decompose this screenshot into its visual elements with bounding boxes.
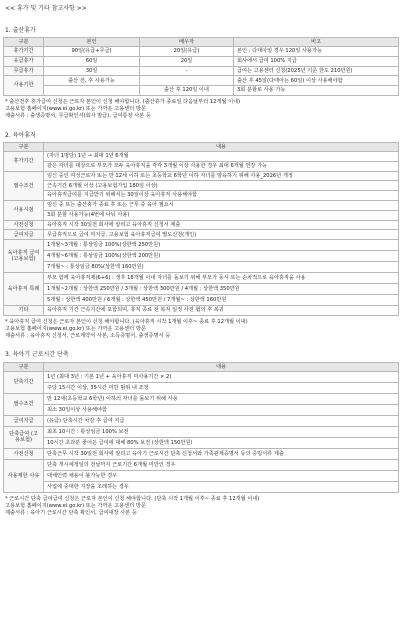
table-cell: 단축 개시예정일의 전날까지 근로기간 6개월 미만인 경우	[44, 459, 399, 470]
row-label: 단축급여 (고용보험)	[4, 426, 44, 448]
table-row	[4, 295, 399, 306]
table-cell: 육아휴직 시작 30일전 회사에 알리고 육아휴직 신청서 제출	[44, 220, 399, 230]
row-label: 사용기한	[4, 76, 44, 96]
row-label: 사전신청	[4, 220, 44, 230]
table-row	[4, 437, 399, 448]
table-row	[4, 426, 399, 437]
table-row	[4, 481, 399, 492]
table-cell: 출산 후 120일 이내	[140, 86, 234, 96]
section-title: 2. 육아휴직	[5, 131, 36, 139]
table-row	[4, 284, 399, 295]
note-line: 고용보험 홈페이지(www.ei.go.kr) 또는 가까운 고용센터 방문	[5, 326, 146, 333]
table-row	[4, 66, 399, 76]
table-cell: 3회 분할로 사용 가능	[234, 86, 399, 96]
row-label: 육아휴직 급여 (고용보험)	[4, 240, 44, 273]
row-label: 필수조건	[4, 393, 44, 415]
table-row	[4, 306, 399, 316]
note-line: 고용보험 홈페이지(www.ei.go.kr) 또는 가까운 고용센터 방문	[5, 106, 146, 113]
header-cell: 구분	[4, 143, 44, 152]
table-row	[4, 161, 399, 171]
table-cell: 임신 중인 여성근로자 또는 만 12세 이하 또는 초등학교 6학년 이하 자녀를 양육하기 위해 사용_2026년 개정	[44, 171, 399, 181]
table-row	[4, 371, 399, 382]
table-row	[4, 76, 399, 86]
table-cell: 최소 30일이상 사용해야함	[44, 404, 399, 415]
table-cell: 출산 후 45일(다태아는 60일) 이상 사용해야함	[234, 76, 399, 86]
table-row	[4, 56, 399, 66]
table-cell: 1년 (최대 3년 : 기본 1년 + 육아휴직 미사용기간 × 2)	[44, 371, 399, 382]
section-title: 1. 출산휴가	[5, 26, 36, 34]
table-cell: 같은 자녀를 대상으로 부모가 모두 육아휴직을 각각 3개월 이상 사용한 경우 최대 6개월 연장 가능	[44, 161, 399, 171]
table-cell: 육아휴직급여를 지급받기 위해서는 30일이상 육아휴직 사용해야함	[44, 191, 399, 201]
table-cell: 30일	[44, 66, 140, 76]
row-label: 단축기간	[4, 371, 44, 393]
table-row	[4, 230, 399, 240]
table-cell: 10시간 초과분 줄어든 급여에 대해 80% 보전 (상한액 150만원)	[44, 437, 399, 448]
table-row	[4, 382, 399, 393]
table-cell: 4개월~6개월 : 통상임금 100%(상한액 200만원)	[44, 251, 399, 262]
note-line: * 육아휴직 급여 신청은 근로자 본인이 신청 해야합니다. (육아휴직 시작 1개월 이후~ 종료 후 12개월 이내)	[5, 318, 248, 325]
page-title: << 휴가 및 기타 참고사항 >>	[5, 5, 87, 12]
table-row	[4, 262, 399, 273]
note-line: 제출서류 : 출생증명서, 무급확인서(회사 발급), 급여통장 사본 등	[5, 113, 151, 120]
table-cell: 사업에 중대한 지장을 초래하는 경우	[44, 481, 399, 492]
table-row	[4, 415, 399, 426]
table-cell: 90일(유급+무급)	[44, 47, 140, 57]
header-cell: 구분	[4, 38, 44, 47]
table-cell: 1개월~3개월 : 통상임금 100%(상한액 250만원)	[44, 240, 399, 251]
parental-leave-table	[3, 142, 399, 316]
reduced-hours-section	[3, 351, 399, 517]
table-cell: 5개월 : 상한액 400만원 / 6개월 : 상한액 450만원 / 7개월~ : 상한액 160만원	[44, 295, 399, 306]
note-line: * 출산전후 휴가급여 신청은 근로자 본인이 신청 해야합니다. (출산휴가 종료일 다음날부터 12개월 이내)	[5, 98, 241, 105]
note-line: * 근로시간 단축 급여급여 신청은 근로자 본인이 신청 해야합니다. (단축 시작 1개월 이후~ 종료 후 12개월 이내)	[5, 495, 260, 502]
maternity-leave-table	[3, 37, 399, 96]
table-row	[4, 191, 399, 201]
row-label: 육아휴직 특례	[4, 273, 44, 306]
reduced-hours-table	[3, 362, 399, 493]
table-row	[4, 181, 399, 191]
table-cell: (유급) 단축시간 차감 후 급여 지급	[44, 415, 399, 426]
table-row	[4, 220, 399, 230]
note-line: 제출서류 : 육아기 근로시간 단축 확인서, 급여대장 사본 등	[5, 510, 137, 517]
table-row	[4, 470, 399, 481]
table-cell: 대체인력 채용이 불가능한 경우	[44, 470, 399, 481]
table-cell: 근속기간 6개월 이상 (고용보험가입 180일 이상)	[44, 181, 399, 191]
table-row	[4, 86, 399, 96]
table-row	[4, 210, 399, 220]
table-cell: 20일(유급)	[140, 47, 234, 57]
table-cell: 임신 중 또는 출산휴가 종료 후 또는 근무 중 육아 필요시	[44, 200, 399, 210]
table-cell	[44, 86, 140, 96]
table-row	[4, 273, 399, 284]
table-cell: 주당 15시간 이상, 35시간 미만 범위 내 조정	[44, 382, 399, 393]
table-row	[4, 171, 399, 181]
table-cell: 급여는 고용센터 신청(2025년 기준 한도 210만원)	[234, 66, 399, 76]
table-row	[4, 240, 399, 251]
table-cell: 출산 전, 후 사용가능	[44, 76, 140, 86]
note-line: 제출서류 : 육아휴직 신청서, 근로계약서 사본, 소득증명서, 출생증명서 등	[5, 333, 171, 340]
row-label: 급여지급	[4, 230, 44, 240]
table-cell: 회사에서 급여 100% 지급	[234, 56, 399, 66]
row-label: 필수조건	[4, 171, 44, 200]
section-notes	[5, 99, 399, 121]
row-label: 휴가기간	[4, 47, 44, 57]
table-header-row	[4, 38, 399, 47]
table-row	[4, 200, 399, 210]
table-row	[4, 251, 399, 262]
header-cell: 내용	[44, 143, 399, 152]
row-label: 기타	[4, 306, 44, 316]
parental-leave-section	[3, 132, 399, 341]
table-row	[4, 393, 399, 404]
row-label: 급여지급	[4, 415, 44, 426]
table-cell: 최초 10시간 : 통상임금 100% 보전	[44, 426, 399, 437]
row-label: 사용제한 사유	[4, 459, 44, 492]
table-cell: 단축근무 시작 30일전 회사에 알리고 육아기 근로시간 단축 신청서와 가족관계증명서 등의 증빙서류 제출	[44, 448, 399, 459]
header-cell: 비고	[234, 38, 399, 47]
table-row	[4, 459, 399, 470]
table-cell: 부모 함께 육아휴직제(6+6) : 생후 18개월 이내 자녀를 돌보기 위해 부모가 동시 또는 순차적으로 육아휴직을 사용	[44, 273, 399, 284]
section-notes	[5, 496, 399, 518]
table-row	[4, 152, 399, 162]
table-cell	[140, 76, 234, 86]
header-cell: 구분	[4, 362, 44, 371]
table-cell: 본인 : 다태아일 경우 120일 사용가능	[234, 47, 399, 57]
table-header-row	[4, 362, 399, 371]
row-label: 무급휴가	[4, 66, 44, 76]
header-cell: 내용	[44, 362, 399, 371]
table-row	[4, 448, 399, 459]
section-title: 3. 육아기 근로시간 단축	[5, 351, 69, 359]
table-cell: 만 12세(초등학교 6학년) 이하의 자녀를 돌보기 위해 사용	[44, 393, 399, 404]
table-cell: 20일	[140, 56, 234, 66]
table-cell: 1개월~2개월 : 상한액 250만원 / 3개월 : 상한액 300만원 / 4개월 : 상한액 350만원	[44, 284, 399, 295]
table-row	[4, 404, 399, 415]
note-line: 고용보험 홈페이지(www.ei.go.kr) 또는 가까운 고용센터 방문	[5, 503, 146, 510]
header-cell: 배우자	[140, 38, 234, 47]
table-cell: -	[140, 66, 234, 76]
table-cell: 3회 분할 사용가능(4번에 나눠 사용)	[44, 210, 399, 220]
table-cell: 무급휴직으로 급여 미지급, 고용보험 육아휴직급여 별도신청(개인)	[44, 230, 399, 240]
table-header-row	[4, 143, 399, 152]
row-label: 사용시점	[4, 200, 44, 220]
maternity-leave-section	[3, 27, 399, 121]
table-cell: 7개월~ : 통상임금 80%(상한액 160만원)	[44, 262, 399, 273]
table-cell: (자녀 1명당) 1년 → 최대 1년 6개월	[44, 152, 399, 162]
row-label: 유급휴가	[4, 56, 44, 66]
table-cell: 60일	[44, 56, 140, 66]
section-notes	[5, 319, 399, 341]
table-row	[4, 47, 399, 57]
row-label: 사전신청	[4, 448, 44, 459]
header-cell: 본인	[44, 38, 140, 47]
row-label: 휴가기간	[4, 152, 44, 172]
table-cell: 육아휴직 기간 근속기간에 포함되며, 휴직 종료 전 복직 일정 사전 협의 후 복귀	[44, 306, 399, 316]
